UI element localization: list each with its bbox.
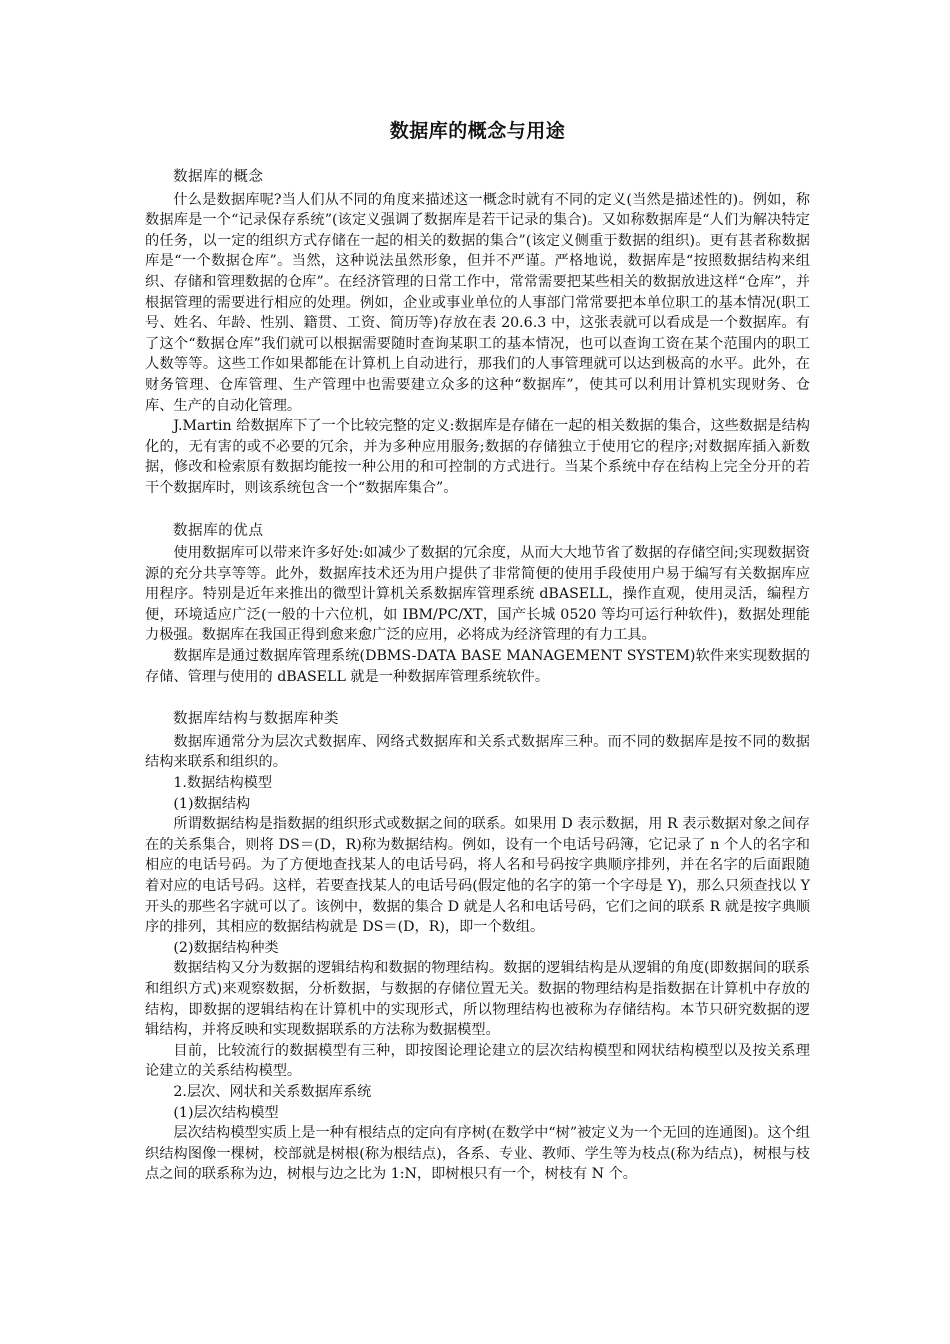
body-paragraph: 目前，比较流行的数据模型有三种，即按图论理论建立的层次结构模型和网状结构模型以及按关系理论建立的关系结构模型。 (145, 1042, 810, 1080)
subsection-heading: 2.层次、网状和关系数据库系统 (173, 1083, 372, 1100)
body-paragraph: 数据库是通过数据库管理系统(DBMS-DATA BASE MANAGEMENT SYSTEM)软件来实现数据的存储、管理与使用的 dBASELL 就是一种数据库管理系统软件。 (145, 648, 810, 685)
body-paragraph: J.Martin 给数据库下了一个比较完整的定义:数据库是存储在一起的相关数据的集合，这些数据是结构化的，无有害的或不必要的冗余，并为多种应用服务;数据的存储独立于使用它的程序;对数据库插入新数据，修改和检索原有数据均能按一种公用的和可控制的方式进行。当某个系统中存在结构上完全分开的若干个数据库时，则该系统包含一个“数据库集合”。 (145, 418, 810, 496)
body-paragraph: 数据结构又分为数据的逻辑结构和数据的物理结构。数据的逻辑结构是从逻辑的角度(即数据间的联系和组织方式)来观察数据，分析数据，与数据的存储位置无关。数据的物理结构是指数据在计算机中存放的结构，即数据的逻辑结构在计算机中的实现形式，所以物理结构也被称为存储结构。本节只研究数据的逻辑结构，并将反映和实现数据联系的方法称为数据模型。 (145, 960, 810, 1039)
body-paragraph: 使用数据库可以带来许多好处:如减少了数据的冗余度，从而大大地节省了数据的存储空间;实现数据资源的充分共享等等。此外，数据库技术还为用户提供了非常简便的使用手段使用户易于编写有关数据库应用程序。特别是近年来推出的微型计算机关系数据库管理系统 dBASELL，操作直观，使用灵活，编程方便，环境适应广泛(一般的十六位机，如 IBM/PC/XT，国产长城 0520 等均可运行种软件)，数据处理能力极强。数据库在我国正得到愈来愈广泛的应用，必将成为经济管理的有力工具。 (145, 545, 810, 644)
section-heading-advantages: 数据库的优点 (173, 522, 264, 539)
item-heading: (2)数据结构种类 (173, 939, 279, 956)
section-spacer (145, 687, 810, 709)
section-spacer (145, 499, 810, 521)
body-paragraph: 什么是数据库呢?当人们从不同的角度来描述这一概念时就有不同的定义(当然是描述性的)。例如，称数据库是一个“记录保存系统”(该定义强调了数据库是若干记录的集合)。又如称数据库是“人们为解决特定的任务，以一定的组织方式存储在一起的相关的数据的集合”(该定义侧重于数据的组织)。更有甚者称数据库是“一个数据仓库”。当然，这种说法虽然形象，但并不严谨。严格地说，数据库是“按照数据结构来组织、存储和管理数据的仓库”。在经济管理的日常工作中，常常需要把某些相关的数据放进这样“仓库”，并根据管理的需要进行相应的处理。例如，企业或事业单位的人事部门常常要把本单位职工的基本情况(职工号、姓名、年龄、性别、籍贯、工资、简历等)存放在表 20.6.3 中，这张表就可以看成是一个数据库。有了这个“数据仓库”我们就可以根据需要随时查询某职工的基本情况，也可以查询工资在某个范围内的职工人数等等。这些工作如果都能在计算机上自动进行，那我们的人事管理就可以达到极高的水平。此外，在财务管理、仓库管理、生产管理中也需要建立众多的这种“数据库”，使其可以利用计算机实现财务、仓库、生产的自动化管理。 (145, 191, 810, 414)
body-paragraph: 数据库通常分为层次式数据库、网络式数据库和关系式数据库三种。而不同的数据库是按不同的数据结构来联系和组织的。 (145, 733, 810, 771)
item-heading: (1)层次结构模型 (173, 1104, 279, 1121)
section-heading-structure: 数据库结构与数据库种类 (173, 711, 340, 728)
body-paragraph: 层次结构模型实质上是一种有根结点的定向有序树(在数学中“树”被定义为一个无回的连通图)。这个组织结构图像一棵树，校部就是树根(称为根结点)，各系、专业、教师、学生等为枝点(称为结点)，树根与枝点之间的联系称为边，树根与边之比为 1:N，即树根只有一个，树枝有 N 个。 (145, 1125, 810, 1183)
section-heading-concept: 数据库的概念 (173, 169, 264, 185)
body-paragraph: 所谓数据结构是指数据的组织形式或数据之间的联系。如果用 D 表示数据，用 R 表示数据对象之间存在的关系集合，则将 DS＝(D，R)称为数据结构。例如，设有一个电话号码簿，它记录了 n 个人的名字和相应的电话号码。为了方便地查找某人的电话号码，将人名和号码按字典顺序排列，并在名字的后面跟随着对应的电话号码。这样，若要查找某人的电话号码(假定他的名字的第一个字母是 Y)，那么只须查找以 Y 开头的那些名字就可以了。该例中，数据的集合 D 就是人名和电话号码，它们之间的联系 R 就是按字典顺序的排列，其相应的数据结构就是 DS＝(D，R)，即一个数组。 (145, 816, 810, 936)
item-heading: (1)数据结构 (173, 795, 251, 812)
document-title: 数据库的概念与用途 (389, 120, 566, 142)
subsection-heading: 1.数据结构模型 (173, 775, 273, 792)
